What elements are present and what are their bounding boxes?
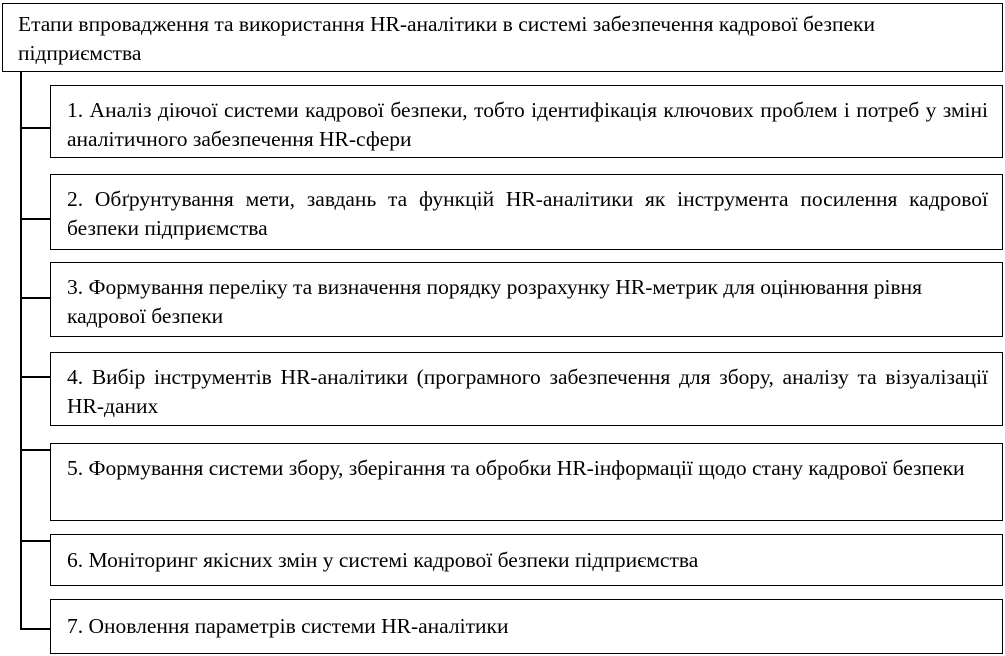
diagram-title-box — [2, 3, 1003, 72]
trunk-connector-line — [20, 72, 22, 629]
step-box-2 — [50, 174, 1003, 250]
branch-connector-7 — [20, 628, 50, 630]
step-label-7: 7. Оновлення параметрів системи HR-аналітики — [67, 614, 509, 638]
step-box-1 — [50, 85, 1003, 158]
step-label-6: 6. Моніторинг якісних змін у системі кадрової безпеки підприємства — [67, 547, 699, 572]
branch-connector-5 — [20, 449, 50, 451]
step-label-1: 1. Аналіз діючої системи кадрової безпеки, тобто ідентифікація ключових проблем і потреб у зміні аналітичного забезпечення HR-сфери — [67, 98, 988, 151]
branch-connector-1 — [20, 127, 50, 129]
step-label-5: 5. Формування системи збору, зберігання та обробки HR-інформації щодо стану кадрової безпеки — [67, 456, 965, 480]
step-box-4 — [50, 352, 1003, 426]
step-box-6 — [50, 534, 1003, 586]
diagram-title: Етапи впровадження та використання HR-аналітики в системі забезпечення кадрової безпеки підприємства — [18, 12, 875, 65]
step-label-4: 4. Вибір інструментів HR-аналітики (програмного забезпечення для збору, аналізу та візуалізації HR-даних — [67, 365, 988, 418]
step-box-7 — [50, 599, 1003, 654]
branch-connector-2 — [20, 218, 50, 220]
branch-connector-6 — [20, 540, 50, 542]
step-box-5 — [50, 443, 1003, 521]
step-label-3: 3. Формування переліку та визначення порядку розрахунку HR-метрик для оцінювання рівня кадрової безпеки — [67, 275, 922, 328]
branch-connector-4 — [20, 376, 50, 378]
step-box-3 — [50, 262, 1003, 337]
branch-connector-3 — [20, 297, 50, 299]
step-label-2: 2. Обґрунтування мети, завдань та функцій HR-аналітики як інструмента посилення кадрової безпеки підприємства — [67, 187, 988, 240]
